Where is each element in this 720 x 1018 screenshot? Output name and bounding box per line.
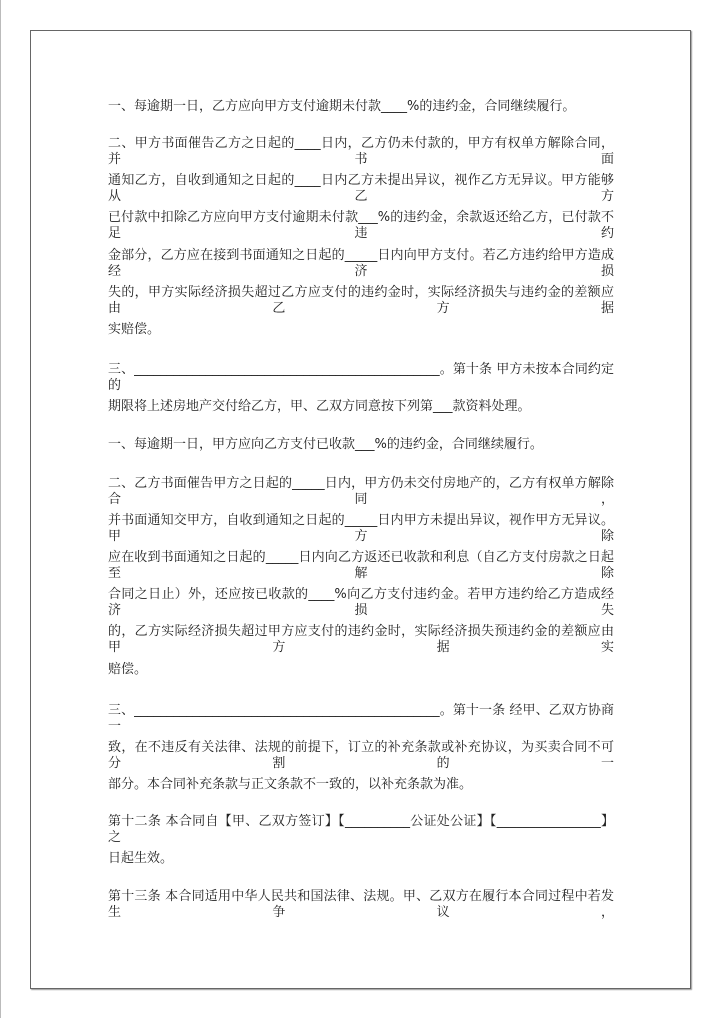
paragraph-line: 通知乙方，自收到通知之日起的____日内乙方未提出异议，视作乙方无异议。甲方能够从乙方 bbox=[108, 173, 614, 204]
paragraph-line: 合同之日止）外，还应按已收款的____%向乙方支付违约金。若甲方违约给乙方造成经济损失 bbox=[108, 587, 614, 618]
paragraph-line: 一、每逾期一日，乙方应向甲方支付逾期未付款____%的违约金，合同继续履行。 bbox=[108, 99, 576, 114]
paragraph-line: 第十三条 本合同适用中华人民共和国法律、法规。甲、乙双方在履行本合同过程中若发生争议， bbox=[108, 889, 614, 920]
paragraph-line: 的，乙方实际经济损失超过甲方应支付的违约金时，实际经济损失预违约金的差额应由甲方据实 bbox=[108, 624, 614, 655]
paragraph-line: 赔偿。 bbox=[108, 662, 148, 677]
paragraph-line: 已付款中扣除乙方应向甲方支付逾期未付款___%的违约金，余款返还给乙方，已付款不足违约 bbox=[108, 210, 614, 241]
paragraph-line: 部分。本合同补充条款与正文条款不一致的，以补充条款为准。 bbox=[108, 777, 473, 792]
paragraph-line: 三、_______________________________________________。第十一条 经甲、乙双方协商一 bbox=[108, 703, 614, 734]
paragraph-line: 金部分，乙方应在接到书面通知之日起的_____日内向甲方支付。若乙方违约给甲方造成经济损 bbox=[108, 248, 614, 279]
viewer-left-edge bbox=[0, 0, 1, 1018]
paragraph-line: 三、_______________________________________________。第十条 甲方未按本合同约定的 bbox=[108, 362, 614, 393]
paragraph-line: 日起生效。 bbox=[108, 851, 174, 866]
paragraph-line: 二、甲方书面催告乙方之日起的____日内，乙方仍未付款的，甲方有权单方解除合同，并书面 bbox=[108, 136, 614, 167]
paragraph-line: 应在收到书面通知之日起的_____日内向乙方返还已收款和利息（自乙方支付房款之日起至解除 bbox=[108, 550, 614, 581]
paragraph-line: 第十二条 本合同自【甲、乙双方签订】【__________公证处公证】【________________】之 bbox=[108, 814, 614, 845]
paragraph-line: 期限将上述房地产交付给乙方，甲、乙双方同意按下列第___款资料处理。 bbox=[108, 399, 531, 414]
paragraph-line: 一、每逾期一日，甲方应向乙方支付已收款___%的违约金，合同继续履行。 bbox=[108, 437, 543, 452]
paragraph-line: 致，在不违反有关法律、法规的前提下，订立的补充条款或补充协议，为买卖合同不可分割的一 bbox=[108, 740, 614, 771]
paragraph-line: 二、乙方书面催告甲方之日起的_____日内，甲方仍未交付房地产的，乙方有权单方解除合同， bbox=[108, 476, 614, 507]
paragraph-line: 并书面通知交甲方，自收到通知之日起的_____日内甲方未提出异议，视作甲方无异议。甲方除 bbox=[108, 513, 614, 544]
paragraph-line: 失的，甲方实际经济损失超过乙方应支付的违约金时，实际经济损失与违约金的差额应由乙方据 bbox=[108, 285, 614, 316]
paragraph-line: 实赔偿。 bbox=[108, 322, 161, 337]
